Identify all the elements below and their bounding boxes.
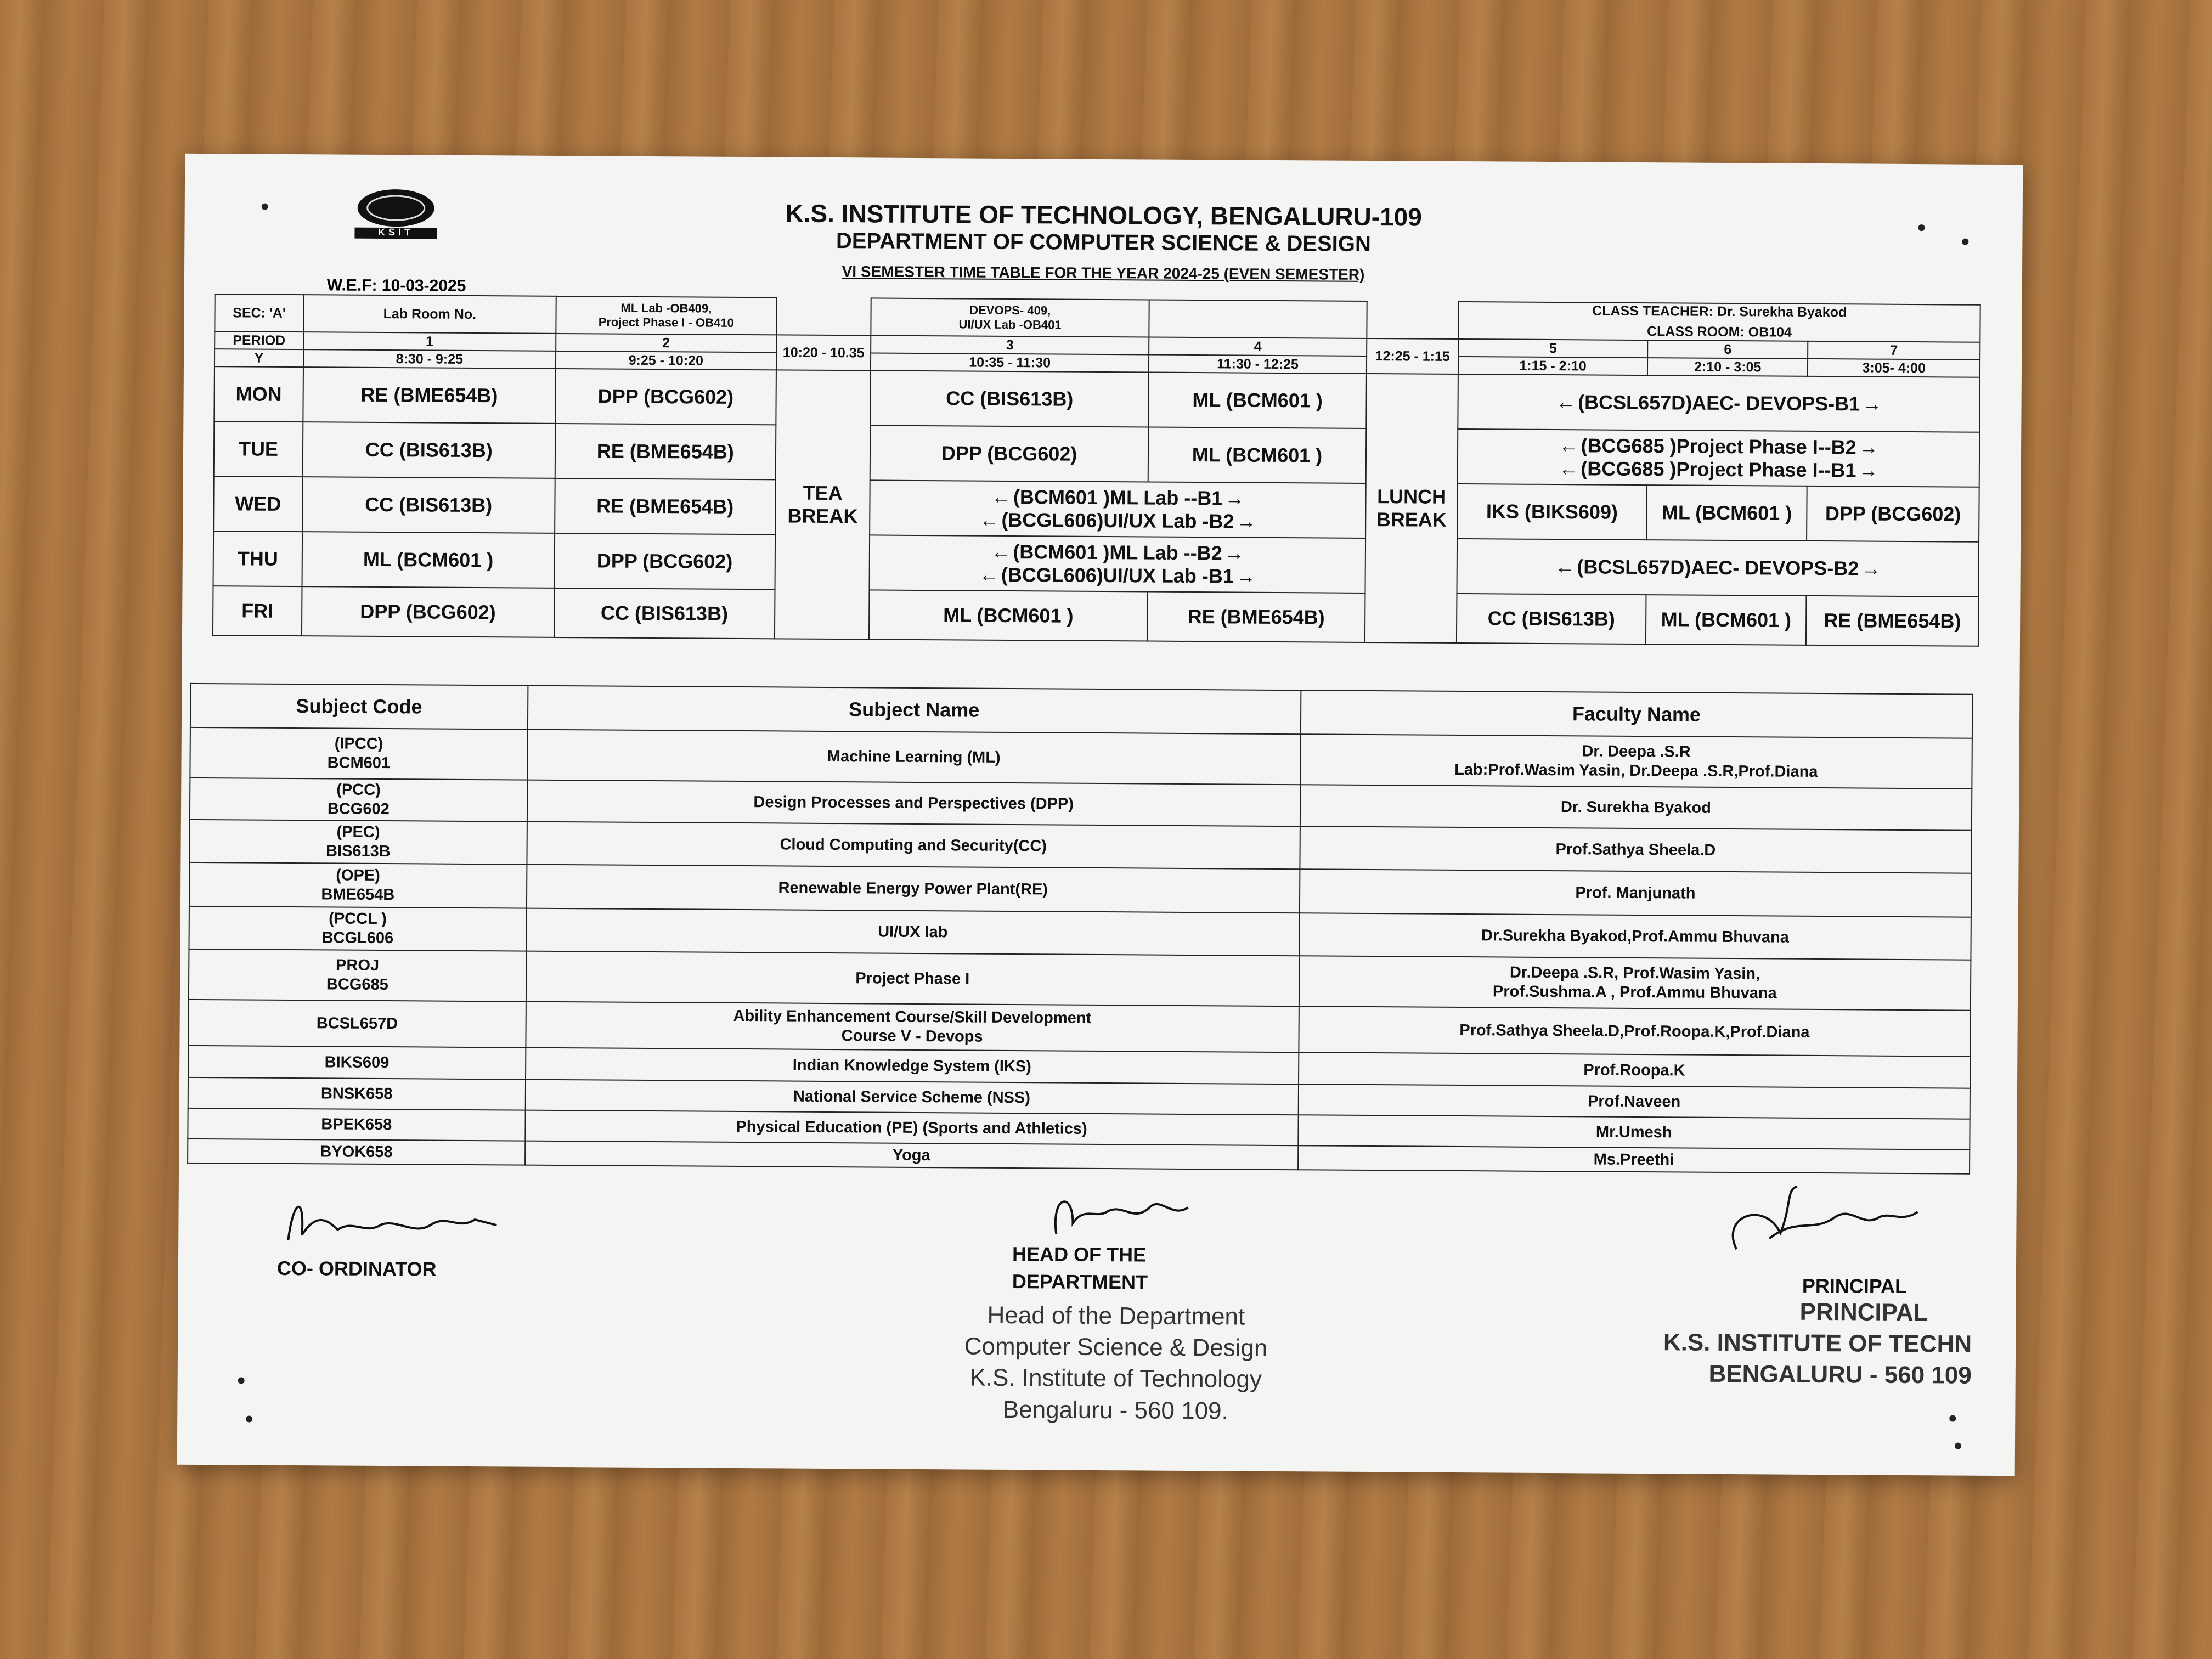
day-mon: MON: [214, 366, 303, 422]
period-time: 1:15 - 2:10: [1458, 357, 1647, 375]
subject-name: Machine Learning (ML): [527, 730, 1301, 785]
hod-stamp-line2: Computer Science & Design: [964, 1333, 1268, 1362]
period-time: 11:30 - 12:25: [1149, 355, 1367, 374]
period-no: 1: [303, 332, 556, 351]
principal-label: PRINCIPAL: [1802, 1274, 1908, 1298]
lab-room-3: DEVOPS- 409, UI/UX Lab -OB401: [871, 298, 1149, 337]
header-faculty-name: Faculty Name: [1301, 690, 1973, 738]
period-time: 8:30 - 9:25: [303, 349, 556, 369]
tue-afternoon-1: ← (BCG685 )Project Phase I--B2 →: [1559, 434, 1878, 459]
subject-table: [187, 683, 1973, 1175]
cell-wed-p2: RE (BME654B): [555, 478, 776, 534]
subject-name: Yoga: [525, 1141, 1298, 1170]
period-time: 9:25 - 10:20: [556, 351, 776, 370]
cell-wed-p5: IKS (BIKS609): [1457, 484, 1646, 540]
subject-name: Indian Knowledge System (IKS): [526, 1048, 1299, 1085]
cell-mon-afternoon: [1458, 374, 1979, 432]
subject-name: UI/UX lab: [526, 909, 1299, 956]
cell-thu-p2: DPP (BCG602): [554, 533, 775, 589]
section-label: SEC: 'A': [215, 294, 303, 332]
subject-code: (PCCL ) BCGL606: [189, 906, 526, 951]
principal-stamp-line2: K.S. INSTITUTE OF TECHN: [1663, 1329, 1972, 1358]
cell-mon-p1: RE (BME654B): [303, 367, 555, 424]
punch-dot: [1949, 1415, 1956, 1421]
hod-signature: [1040, 1184, 1205, 1246]
tea-break: TEA BREAK: [775, 370, 871, 639]
hod-stamp-line1: Head of the Department: [987, 1301, 1245, 1330]
class-room: CLASS ROOM: OB104: [1646, 324, 1792, 340]
subject-name: Cloud Computing and Security(CC): [527, 822, 1300, 870]
cell-fri-p4: RE (BME654B): [1147, 592, 1365, 642]
coordinator-signature: [277, 1186, 508, 1264]
cell-mon-p3: CC (BIS613B): [871, 370, 1149, 427]
subject-name: Ability Enhancement Course/Skill Development Course V - Devops: [526, 1002, 1299, 1053]
cell-fri-p3: ML (BCM601 ): [869, 590, 1147, 641]
subject-code: (PEC) BIS613B: [189, 820, 527, 865]
faculty-name: Prof.Sathya Sheela.D,Prof.Roopa.K,Prof.Diana: [1299, 1006, 1971, 1056]
subject-code: PROJ BCG685: [189, 949, 526, 1002]
coordinator-label: CO- ORDINATOR: [276, 1256, 437, 1280]
principal-stamp: [1632, 1295, 1972, 1391]
thu-lab-1: ← (BCM601 )ML Lab --B2 →: [991, 540, 1244, 565]
day-wed: WED: [213, 476, 303, 532]
period-time: 3:05- 4:00: [1808, 359, 1980, 377]
hod-stamp: [951, 1299, 1280, 1426]
punch-dot: [246, 1416, 252, 1423]
thu-afternoon-text: ← (BCSL657D)AEC- DEVOPS-B2 →: [1555, 555, 1881, 580]
subject-code: BYOK658: [188, 1139, 525, 1165]
subject-code: (OPE) BME654B: [189, 862, 527, 909]
punch-dot: [1955, 1443, 1961, 1449]
cell-wed-lab: [870, 480, 1365, 538]
period-time: 2:10 - 3:05: [1647, 358, 1808, 376]
period-no: 6: [1647, 340, 1808, 359]
tue-afternoon-2: ← (BCG685 )Project Phase I--B1 →: [1559, 457, 1878, 482]
cell-fri-p7: RE (BME654B): [1806, 596, 1978, 646]
cell-tue-p1: CC (BIS613B): [303, 422, 555, 478]
cell-tue-afternoon: [1458, 429, 1979, 487]
tea-break-time: 10:20 - 10.35: [776, 335, 871, 370]
thu-lab-2: ← (BCGL606)UI/UX Lab -B1 →: [979, 563, 1256, 588]
cell-thu-p1: ML (BCM601 ): [302, 532, 554, 588]
cell-wed-p6: ML (BCM601 ): [1646, 485, 1807, 541]
period-no: 4: [1149, 337, 1367, 356]
cell-fri-p2: CC (BIS613B): [554, 588, 775, 639]
subject-code: BNSK658: [188, 1077, 526, 1110]
cell-tue-p3: DPP (BCG602): [870, 425, 1148, 482]
period-no: 5: [1458, 339, 1647, 358]
department-name: DEPARTMENT OF COMPUTER SCIENCE & DESIGN: [836, 229, 1371, 256]
period-label: PERIOD: [215, 331, 303, 349]
cell-mon-p4: ML (BCM601 ): [1148, 373, 1367, 428]
timetable-grid: [212, 294, 1981, 647]
logo-text: KSIT: [377, 226, 414, 238]
hod-label-1: HEAD OF THE: [1012, 1243, 1147, 1266]
subject-code: (PCC) BCG602: [190, 778, 527, 822]
subject-name: National Service Scheme (NSS): [525, 1080, 1298, 1115]
period-no: 7: [1808, 341, 1980, 360]
wed-lab-2: ← (BCGL606)UI/UX Lab -B2 →: [979, 509, 1256, 533]
period-label-y: Y: [215, 349, 303, 367]
day-thu: THU: [213, 531, 303, 586]
wef-date: W.E.F: 10-03-2025: [326, 276, 466, 295]
faculty-name: Prof. Manjunath: [1300, 869, 1972, 917]
subject-code: BCSL657D: [188, 1000, 526, 1048]
header-subject-name: Subject Name: [528, 686, 1301, 735]
period-time: 10:35 - 11:30: [871, 353, 1149, 372]
mon-afternoon-text: ← (BCSL657D)AEC- DEVOPS-B1 →: [1556, 391, 1882, 416]
cell-tue-p2: RE (BME654B): [555, 424, 776, 479]
day-tue: TUE: [214, 421, 303, 477]
faculty-name: Prof.Naveen: [1298, 1084, 1970, 1119]
principal-signature: [1714, 1183, 1934, 1267]
class-teacher: [1458, 302, 1980, 342]
lab-room-2: ML Lab -OB409, Project Phase I - OB410: [556, 296, 777, 335]
cell-fri-p5: CC (BIS613B): [1457, 594, 1646, 644]
cell-thu-lab: [870, 535, 1365, 593]
subject-name: Project Phase I: [526, 951, 1300, 1007]
faculty-name: Ms.Preethi: [1298, 1146, 1970, 1173]
hod-label-2: DEPARTMENT: [1012, 1270, 1148, 1294]
subject-code: BIKS609: [188, 1046, 526, 1080]
lunch-break-time: 12:25 - 1:15: [1367, 338, 1459, 374]
timetable-sheet: [177, 154, 2023, 1476]
cell-fri-p6: ML (BCM601 ): [1646, 595, 1807, 645]
punch-dot: [238, 1377, 245, 1384]
subject-name: Physical Education (PE) (Sports and Athletics): [525, 1110, 1298, 1146]
subject-code: BPEK658: [188, 1108, 525, 1141]
faculty-name: Dr. Deepa .S.R Lab:Prof.Wasim Yasin, Dr.Deepa .S.R,Prof.Diana: [1300, 734, 1972, 788]
hod-label: [1012, 1240, 1148, 1296]
principal-stamp-line3: BENGALURU - 560 109: [1708, 1361, 1972, 1390]
period-no: 2: [556, 334, 776, 352]
cell-wed-p1: CC (BIS613B): [302, 477, 555, 533]
faculty-name: Prof.Sathya Sheela.D: [1300, 826, 1972, 873]
subject-name: Design Processes and Perspectives (DPP): [527, 780, 1300, 827]
principal-stamp-line1: PRINCIPAL: [1799, 1298, 1928, 1327]
timetable-title: VI SEMESTER TIME TABLE FOR THE YEAR 2024-25 (EVEN SEMESTER): [842, 263, 1365, 283]
cell-wed-p7: DPP (BCG602): [1807, 486, 1979, 542]
faculty-name: Prof.Roopa.K: [1299, 1052, 1971, 1088]
period-no: 3: [871, 335, 1149, 354]
faculty-name: Mr.Umesh: [1298, 1115, 1970, 1149]
class-teacher-name: CLASS TEACHER: Dr. Surekha Byakod: [1592, 303, 1847, 320]
subject-code: (IPCC) BCM601: [190, 727, 527, 780]
cell-thu-afternoon: [1457, 539, 1979, 597]
cell-fri-p1: DPP (BCG602): [302, 586, 554, 637]
lab-room-label: Lab Room No.: [303, 295, 556, 334]
faculty-name: Dr.Deepa .S.R, Prof.Wasim Yasin, Prof.Sushma.A , Prof.Ammu Bhuvana: [1299, 956, 1971, 1010]
subject-name: Renewable Energy Power Plant(RE): [527, 865, 1300, 913]
hod-stamp-line3: K.S. Institute of Technology: [969, 1364, 1262, 1393]
lunch-break: LUNCH BREAK: [1365, 374, 1458, 643]
institute-name: K.S. INSTITUTE OF TECHNOLOGY, BENGALURU-109: [785, 199, 1422, 232]
header-subject-code: Subject Code: [190, 684, 528, 730]
wed-lab-1: ← (BCM601 )ML Lab --B1 →: [991, 486, 1245, 510]
faculty-name: Dr.Surekha Byakod,Prof.Ammu Bhuvana: [1299, 913, 1971, 960]
cell-tue-p4: ML (BCM601 ): [1148, 427, 1367, 483]
cell-mon-p2: DPP (BCG602): [555, 369, 776, 425]
day-fri: FRI: [213, 586, 302, 636]
hod-stamp-line4: Bengaluru - 560 109.: [1002, 1396, 1229, 1425]
faculty-name: Dr. Surekha Byakod: [1300, 785, 1972, 830]
